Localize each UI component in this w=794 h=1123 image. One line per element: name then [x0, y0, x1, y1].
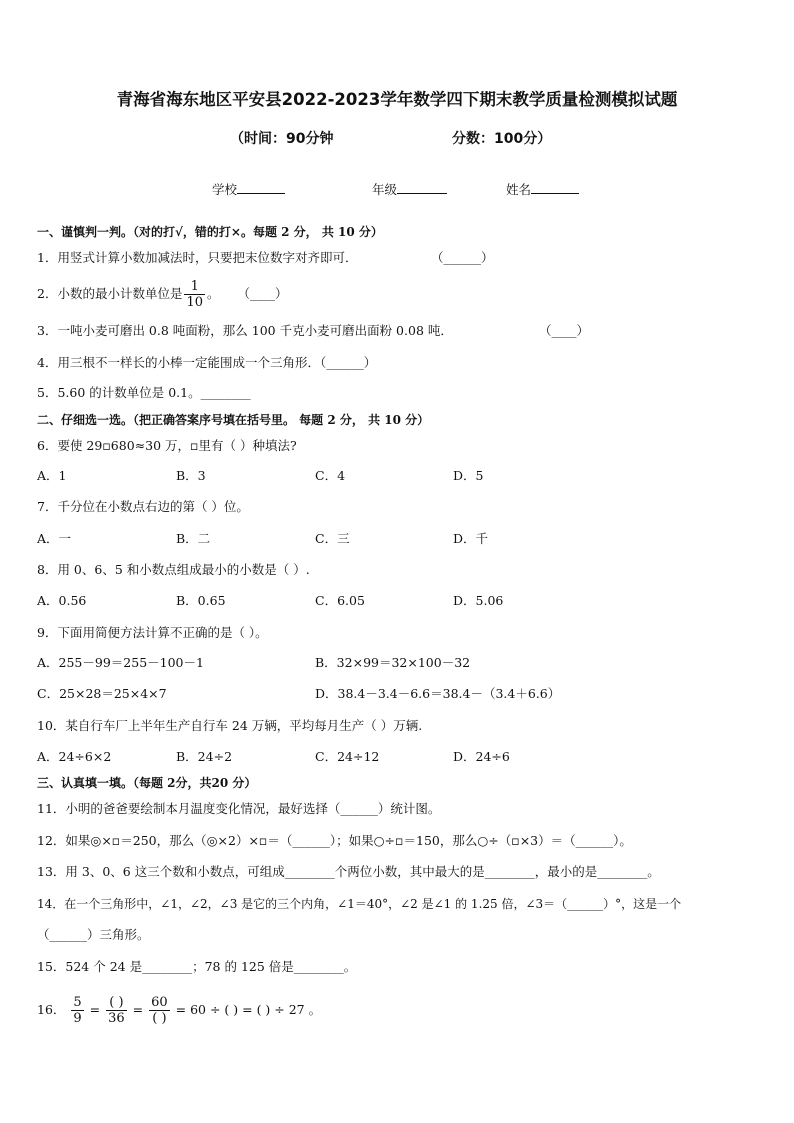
question-10: 10．某自行车厂上半年生产自行车 24 万辆，平均每月生产（ ）万辆.	[37, 718, 423, 733]
option-d[interactable]: D．38.4－3.4－6.6＝38.4－（3.4＋6.6）	[315, 686, 561, 701]
question-13[interactable]: 13．用 3、0、6 这三个数和小数点，可组成________个两位小数，其中最大的是________，最小的是________。	[37, 864, 660, 879]
option-b[interactable]: B．3	[176, 468, 206, 483]
question-16-label: 16．	[37, 1002, 66, 1017]
fraction-numerator: 1	[184, 280, 205, 295]
fraction-5-9	[71, 996, 83, 1025]
school-label: 学校	[212, 182, 238, 197]
option-c[interactable]: C．24÷12	[315, 749, 380, 764]
question-2-text: 2．小数的最小计数单位是	[37, 286, 183, 301]
question-15[interactable]: 15．524 个 24 是________；78 的 125 倍是________。	[37, 959, 357, 974]
fraction-numerator: 5	[73, 995, 82, 1010]
question-2	[37, 280, 288, 309]
question-14-line-1[interactable]: 14．在一个三角形中，∠1，∠2，∠3 是它的三个内角，∠1＝40°，∠2 是∠1 的 1.25 倍，∠3＝（______）°，这是一个	[37, 897, 682, 911]
option-a[interactable]: A．255－99＝255－100－1	[37, 655, 204, 670]
fraction-60-blank[interactable]	[149, 996, 170, 1025]
grade-blank[interactable]	[397, 181, 447, 194]
name-field[interactable]	[506, 180, 579, 198]
exam-title: 青海省海东地区平安县2022-2023学年数学四下期末教学质量检测模拟试题	[116, 90, 678, 109]
fraction-denominator-blank[interactable]: ( )	[152, 1011, 167, 1026]
option-c[interactable]: C．6.05	[315, 593, 365, 608]
question-8: 8．用 0、6、5 和小数点组成最小的小数是（ ）.	[37, 562, 310, 577]
section-2-heading: 二、仔细选一选。（把正确答案序号填在括号里。 每题 2 分， 共 10 分）	[37, 413, 430, 427]
question-11[interactable]: 11．小明的爸爸要绘制本月温度变化情况，最好选择（______）统计图。	[37, 801, 441, 816]
fraction-blank-36[interactable]	[106, 996, 127, 1025]
school-blank[interactable]	[237, 181, 285, 194]
question-1-text: 1．用竖式计算小数加减法时，只要把末位数字对齐即可．	[37, 250, 358, 265]
question-3-text: 3．一吨小麦可磨出 0.8 吨面粉，那么 100 千克小麦可磨出面粉 0.08 吨．	[37, 323, 453, 338]
question-4[interactable]: 4．用三根不一样长的小棒一定能围成一个三角形．（______）	[37, 355, 377, 370]
option-a[interactable]: A．1	[37, 468, 67, 483]
exam-time: （时间：90分钟	[230, 131, 334, 147]
fraction-denominator: 36	[108, 1011, 125, 1026]
option-a[interactable]: A．一	[37, 531, 72, 546]
question-3-answer[interactable]: （____）	[539, 323, 590, 338]
question-12[interactable]: 12．如果◎×▫＝250，那么（◎×2）×▫＝（______）；如果○÷▫＝150，那么○÷（▫×3）＝（______）。	[37, 833, 632, 848]
option-d[interactable]: D．千	[453, 531, 489, 546]
option-d[interactable]: D．5	[453, 468, 484, 483]
option-c[interactable]: C．4	[315, 468, 346, 483]
question-2-fraction	[184, 280, 205, 309]
option-b[interactable]: B．24÷2	[176, 749, 233, 764]
name-label: 姓名	[506, 182, 532, 197]
question-5[interactable]: 5．5.60 的计数单位是 0.1。________	[37, 385, 251, 400]
question-16-tail[interactable]: = 60 ÷ ( ) = ( ) ÷ 27 。	[175, 1002, 322, 1017]
option-b[interactable]: B．32×99＝32×100－32	[315, 655, 471, 670]
question-2-period: 。	[207, 286, 220, 301]
equals-sign: =	[132, 1002, 144, 1017]
school-field[interactable]	[212, 180, 285, 198]
question-7: 7．千分位在小数点右边的第（ ）位。	[37, 499, 249, 514]
section-1-heading: 一、谨慎判一判。（对的打√，错的打×。每题 2 分， 共 10 分）	[37, 225, 383, 239]
name-blank[interactable]	[531, 181, 579, 194]
fraction-numerator-blank[interactable]: ( )	[106, 996, 127, 1011]
question-1-answer[interactable]: （______）	[431, 250, 494, 265]
option-a[interactable]: A．24÷6×2	[37, 749, 112, 764]
question-1	[37, 249, 494, 267]
option-d[interactable]: D．24÷6	[453, 749, 510, 764]
fraction-denominator: 9	[73, 1011, 82, 1026]
exam-score: 分数：100分）	[452, 131, 552, 147]
grade-label: 年级	[372, 182, 398, 197]
equals-sign: =	[89, 1002, 101, 1017]
question-14-line-2[interactable]: （______）三角形。	[37, 927, 150, 942]
question-3	[37, 322, 590, 340]
question-9: 9．下面用简便方法计算不正确的是（ ）。	[37, 625, 268, 640]
option-a[interactable]: A．0.56	[37, 593, 87, 608]
option-d[interactable]: D．5.06	[453, 593, 504, 608]
section-3-heading: 三、认真填一填。（每题 2分，共20 分）	[37, 776, 257, 790]
question-16	[37, 990, 321, 1032]
option-b[interactable]: B．二	[176, 531, 211, 546]
grade-field[interactable]	[372, 180, 447, 198]
option-c[interactable]: C．三	[315, 531, 350, 546]
option-c[interactable]: C．25×28＝25×4×7	[37, 686, 167, 701]
question-2-answer[interactable]: （____）	[237, 286, 288, 301]
fraction-denominator: 10	[186, 295, 204, 310]
fraction-numerator: 60	[151, 995, 168, 1010]
question-6: 6．要使 29▫680≈30 万，▫里有（ ）种填法?	[37, 438, 297, 453]
option-b[interactable]: B．0.65	[176, 593, 226, 608]
